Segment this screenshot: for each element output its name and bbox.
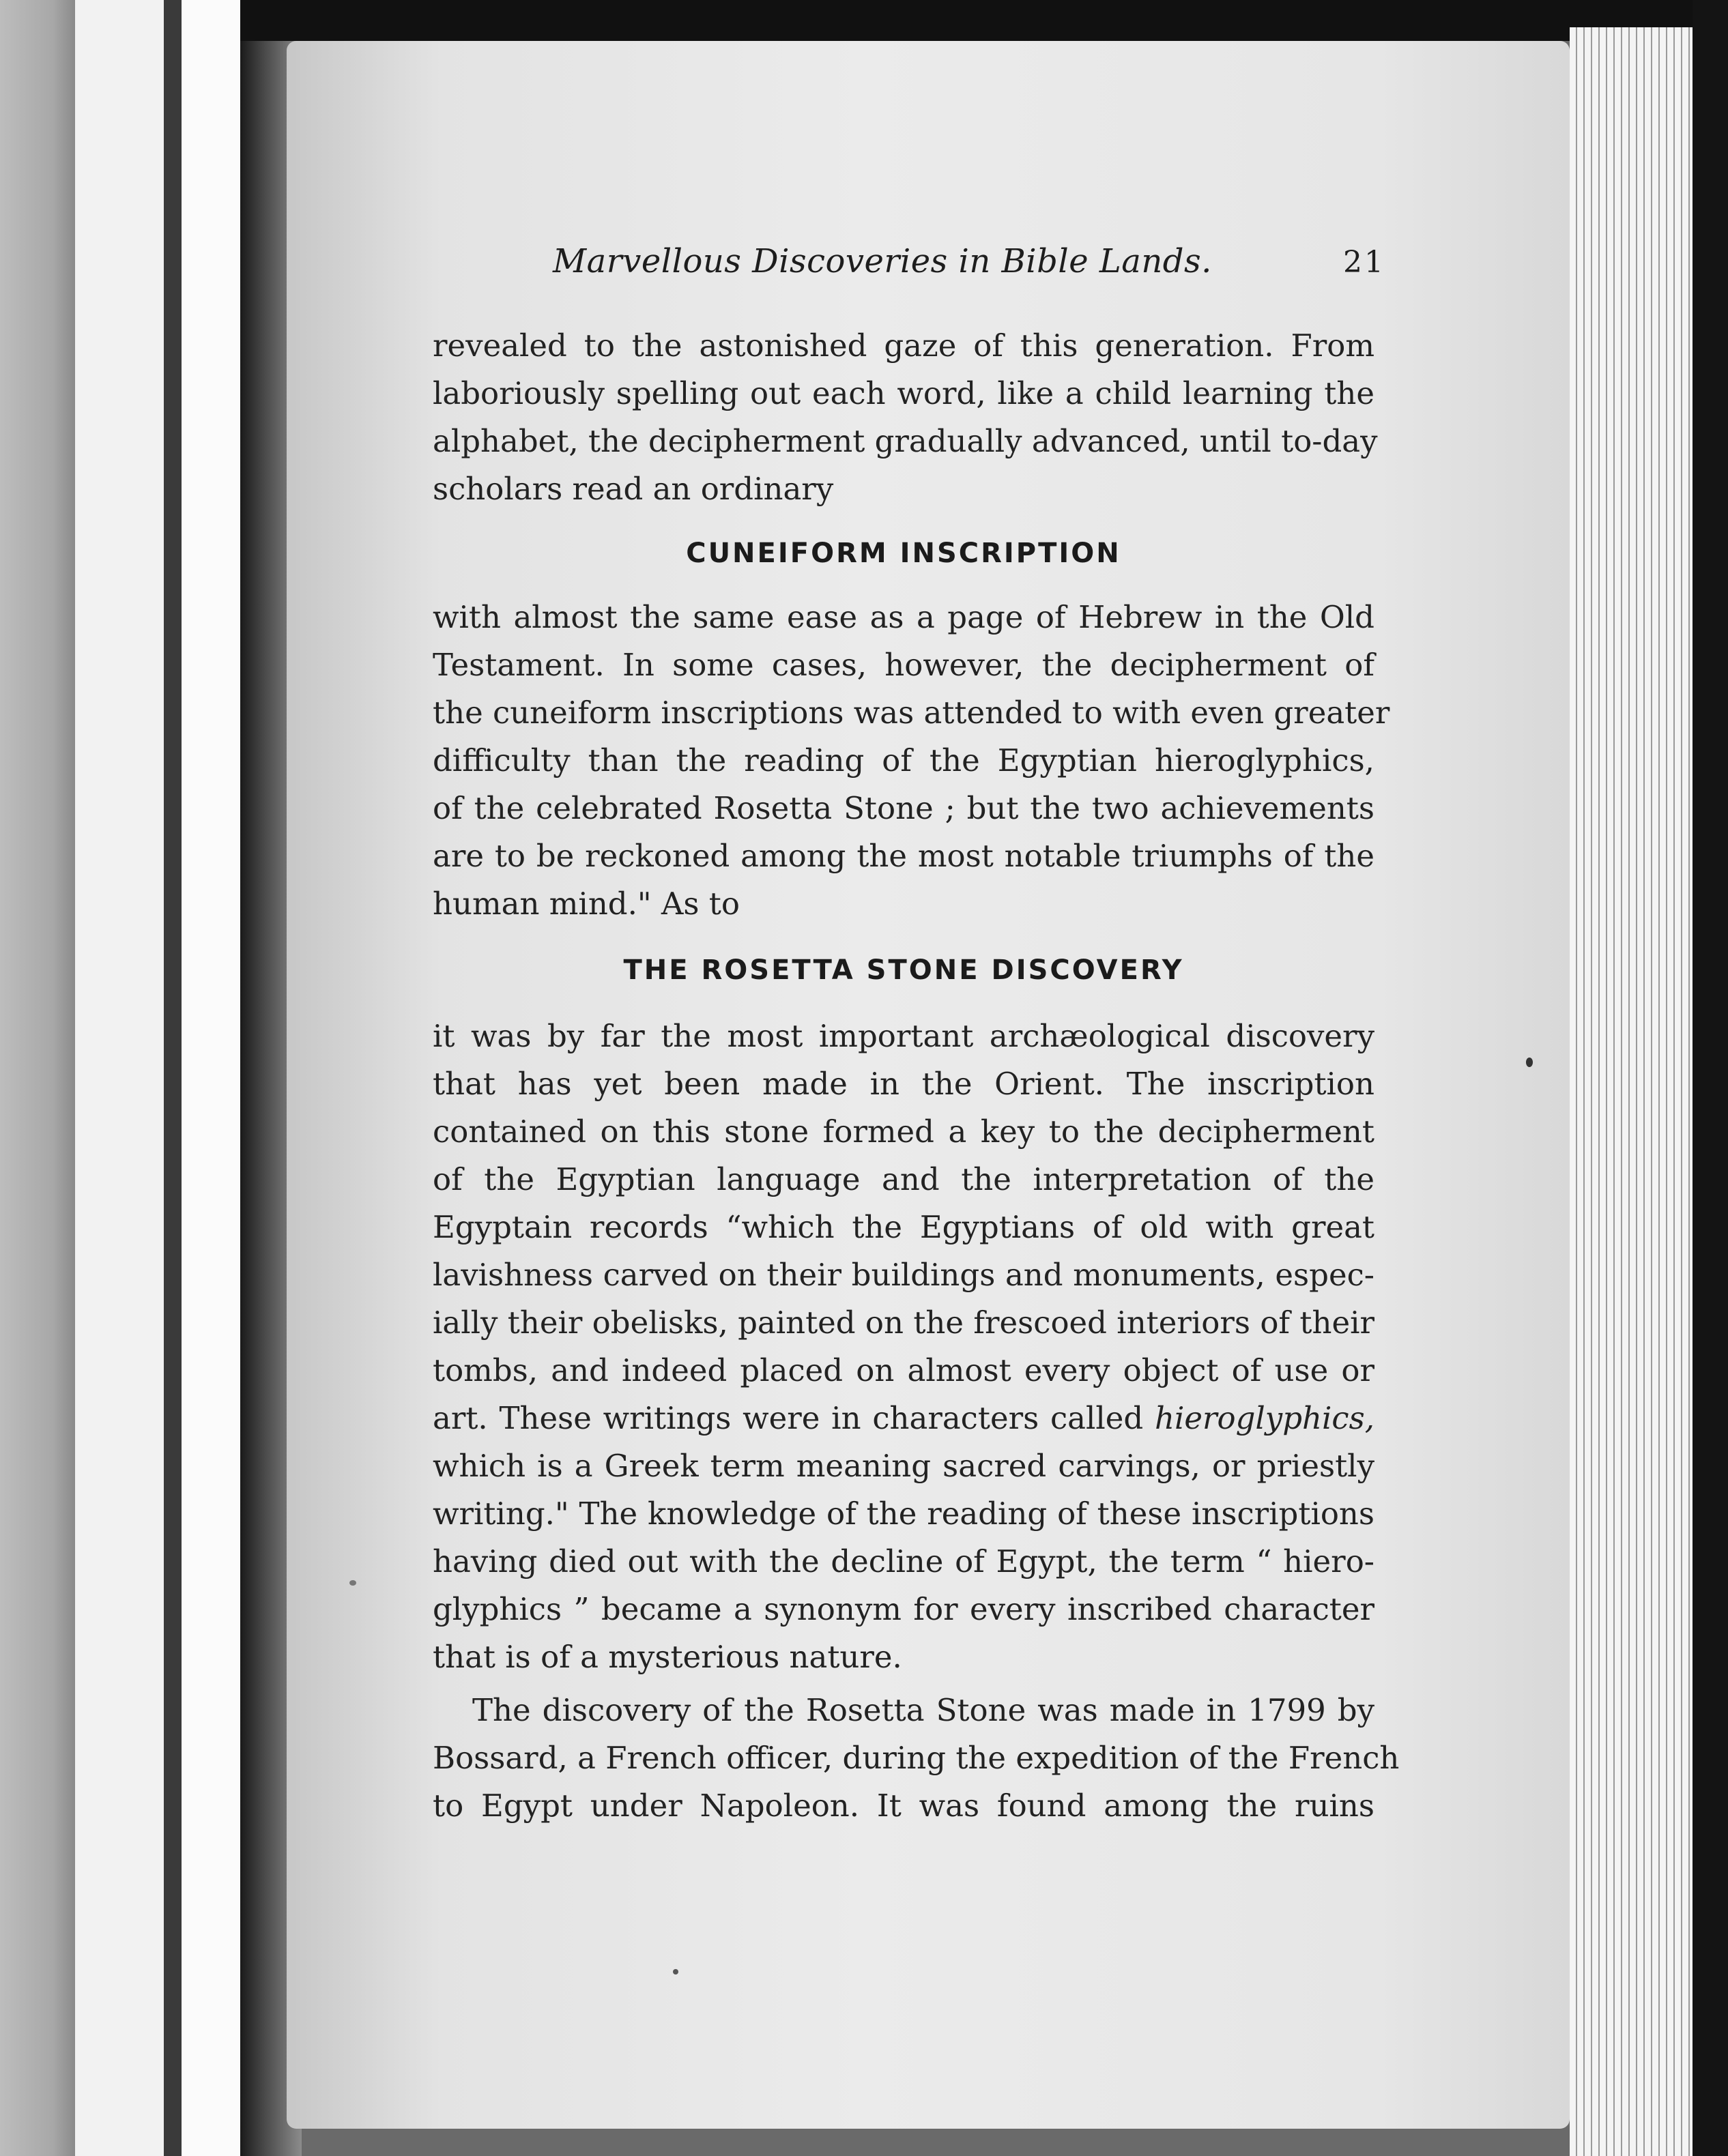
text-line-with-italic <box>433 1395 1374 1442</box>
text-line: laboriously spelling out each word, like a child learning the <box>433 375 1374 411</box>
scan-speck <box>349 1580 356 1586</box>
text-line: of the celebrated Rosetta Stone ; but the two achievements <box>433 790 1374 826</box>
scan-top-border <box>240 0 1728 41</box>
body-text <box>433 322 1400 1830</box>
right-scan-border <box>1693 0 1728 2156</box>
text-line: which is a Greek term meaning sacred carvings, or priestly <box>433 1448 1374 1484</box>
running-header <box>430 242 1385 297</box>
text-line: Bossard, a French officer, during the expedition of the French <box>433 1740 1400 1776</box>
text-line: Testament. In some cases, however, the decipherment of <box>433 647 1374 683</box>
text-line: Egyptain records “which the Egyptians of old with great <box>433 1209 1374 1245</box>
page-number: 21 <box>1343 245 1385 280</box>
text-line: that is of a mysterious nature. <box>433 1639 902 1675</box>
text-line: it was by far the most important archæological discovery <box>433 1018 1374 1054</box>
scan-speck <box>1526 1058 1533 1067</box>
text-line: alphabet, the decipherment gradually advanced, until to-day <box>433 423 1378 459</box>
left-page-edge <box>0 0 75 2156</box>
text-line: that has yet been made in the Orient. The inscription <box>433 1066 1374 1102</box>
text-line: to Egypt under Napoleon. It was found among the ruins <box>433 1788 1374 1824</box>
section-heading-cuneiform: CUNEIFORM INSCRIPTION <box>686 538 1121 569</box>
section-heading-rosetta: THE ROSETTA STONE DISCOVERY <box>623 955 1184 986</box>
text-line: with almost the same ease as a page of Hebrew in the Old <box>433 599 1374 635</box>
right-page-edges <box>1570 27 1693 2156</box>
text-line: the cuneiform inscriptions was attended to with even greater <box>433 695 1390 731</box>
text-line: contained on this stone formed a key to the decipherment <box>433 1113 1374 1150</box>
text-line: scholars read an ordinary <box>433 471 834 507</box>
text-line: writing." The knowledge of the reading of these inscriptions <box>433 1496 1374 1532</box>
binding-shadow <box>164 0 182 2156</box>
paragraph-gap <box>433 1681 1374 1687</box>
text-line: human mind." As to <box>433 886 740 922</box>
text-line: ially their obelisks, painted on the frescoed interiors of their <box>433 1305 1374 1341</box>
page-edge-strip <box>182 0 240 2156</box>
text-line: difficulty than the reading of the Egyptian hieroglyphics, <box>433 742 1374 778</box>
text-line: are to be reckoned among the most notable triumphs of the <box>433 838 1374 874</box>
text-line: of the Egyptian language and the interpretation of the <box>433 1161 1374 1197</box>
text-line: having died out with the decline of Egypt, the term “ hiero- <box>433 1543 1374 1579</box>
text-line: The discovery of the Rosetta Stone was made in 1799 by <box>472 1692 1374 1728</box>
text-line: revealed to the astonished gaze of this generation. From <box>433 327 1374 364</box>
running-head-title: Marvellous Discoveries in Bible Lands. <box>553 242 1212 280</box>
text-line: lavishness carved on their buildings and monuments, espec- <box>433 1257 1374 1293</box>
scan-speck <box>673 1969 678 1975</box>
text-line-part: art. These writings were in characters called <box>433 1400 1144 1436</box>
left-page-strip <box>75 0 164 2156</box>
text-line: glyphics ” became a synonym for every inscribed character <box>433 1591 1374 1627</box>
italic-term: hieroglyphics, <box>1154 1400 1374 1436</box>
text-line: tombs, and indeed placed on almost every object of use or <box>433 1352 1374 1388</box>
